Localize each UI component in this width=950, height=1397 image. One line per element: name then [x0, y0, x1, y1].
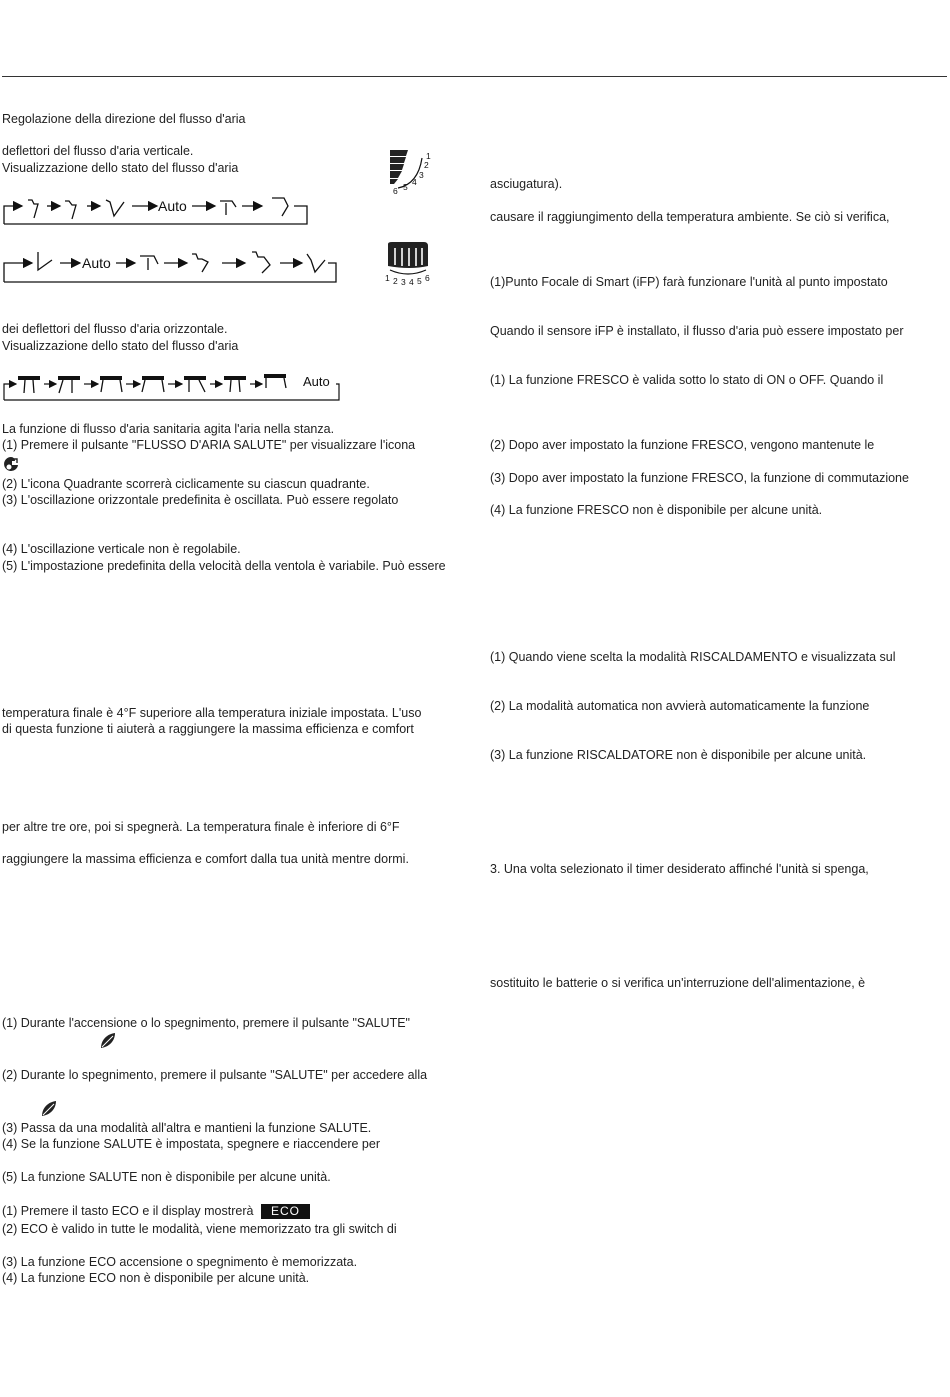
louver-pos-d	[252, 252, 270, 273]
dry-text-1: asciugatura).	[490, 177, 563, 191]
louver-pos-2	[65, 201, 76, 219]
sleep-text-b1: per altre tre ore, poi si spegnerà. La temperatura finale è inferiore di 6°F	[2, 820, 400, 834]
fan1-num-5: 5	[403, 182, 408, 192]
fan1-num-6: 6	[393, 186, 398, 196]
louver-pos-a	[38, 252, 52, 270]
health-flow-item-3: (3) L'oscillazione orizzontale predefinita è oscillata. Può essere regolato	[2, 493, 399, 507]
quadrant-icon	[3, 456, 19, 474]
eco-item-4: (4) La funzione ECO non è disponibile per alcune unità.	[2, 1271, 310, 1285]
louver-pos-1	[28, 200, 38, 218]
vertical-text-1: deflettori del flusso d'aria verticale.	[2, 144, 194, 158]
fan2-num-6: 6	[425, 273, 430, 283]
heat-item-1: (1) Quando viene scelta la modalità RISCALDAMENTO e visualizzata sul	[490, 650, 896, 664]
vertical-diagram-2-auto: Auto	[82, 255, 111, 271]
airflow-heading: Regolazione della direzione del flusso d'aria	[2, 112, 246, 126]
fresh-item-4: (4) La funzione FRESCO non è disponibile per alcune unità.	[490, 503, 823, 517]
fan1-num-4: 4	[412, 177, 417, 187]
fresh-item-1: (1) La funzione FRESCO è valida sotto lo stato di ON o OFF. Quando il	[490, 373, 884, 387]
health-flow-intro: La funzione di flusso d'aria sanitaria agita l'aria nella stanza.	[2, 422, 335, 436]
fan2-num-4: 4	[409, 277, 414, 287]
top-rule	[2, 76, 947, 77]
battery-text: sostituito le batterie o si verifica un'interruzione dell'alimentazione, è	[490, 976, 866, 990]
ifp-text-1: (1)Punto Focale di Smart (iFP) farà funzionare l'unità al punto impostato	[490, 275, 888, 289]
eco-badge: ECO	[261, 1204, 310, 1219]
louver-vertical-icon	[386, 148, 436, 198]
louver-pos-4	[220, 201, 236, 215]
louver-pos-e	[307, 254, 325, 272]
fan2-num-2: 2	[393, 276, 398, 286]
horizontal-louver-pos-4	[142, 376, 164, 392]
vertical-diagram-1-auto: Auto	[158, 198, 187, 214]
louver-pos-5	[272, 198, 288, 216]
eco-item-1-text: (1) Premere il tasto ECO e il display mostrerà	[2, 1204, 254, 1218]
sleep-text-a2: di questa funzione ti aiuterà a raggiungere la massima efficienza e comfort	[2, 722, 414, 736]
horizontal-louver-pos-7	[264, 374, 286, 388]
health-item-4: (4) Se la funzione SALUTE è impostata, spegnere e riaccendere per	[2, 1137, 380, 1151]
eco-item-1	[2, 1203, 310, 1220]
louver-pos-3	[106, 200, 124, 216]
health-flow-item-5: (5) L'impostazione predefinita della velocità della ventola è variabile. Può essere	[2, 559, 446, 573]
horizontal-louver-pos-5	[184, 376, 206, 392]
louver-pos-c	[192, 254, 208, 272]
horizontal-louver-pos-2	[58, 376, 80, 393]
fan2-num-1: 1	[385, 273, 390, 283]
horizontal-louver-pos-6	[224, 376, 246, 392]
eco-item-3: (3) La funzione ECO accensione o spegnimento è memorizzata.	[2, 1255, 358, 1269]
fresh-item-3: (3) Dopo aver impostato la funzione FRESCO, la funzione di commutazione	[490, 471, 909, 485]
heat-item-2: (2) La modalità automatica non avvierà automaticamente la funzione	[490, 699, 870, 713]
health-flow-item-4: (4) L'oscillazione verticale non è regolabile.	[2, 542, 241, 556]
health-item-1: (1) Durante l'accensione o lo spegnimento, premere il pulsante "SALUTE"	[2, 1016, 410, 1030]
leaf-icon	[99, 1032, 117, 1050]
horizontal-text-2: Visualizzazione dello stato del flusso d'aria	[2, 339, 239, 353]
fan1-num-3: 3	[419, 170, 424, 180]
vertical-text-2: Visualizzazione dello stato del flusso d'aria	[2, 161, 239, 175]
health-flow-item-1: (1) Premere il pulsante "FLUSSO D'ARIA SALUTE" per visualizzare l'icona	[2, 438, 416, 452]
fan1-num-1: 1	[426, 151, 431, 161]
horizontal-diagram-auto: Auto	[303, 374, 330, 389]
dry-text-2: causare il raggiungimento della temperatura ambiente. Se ciò si verifica,	[490, 210, 890, 224]
fan2-num-5: 5	[417, 276, 422, 286]
ifp-text-2: Quando il sensore iFP è installato, il flusso d'aria può essere impostato per	[490, 324, 904, 338]
vertical-swing-diagram-1	[2, 192, 312, 228]
health-item-2: (2) Durante lo spegnimento, premere il pulsante "SALUTE" per accedere alla	[2, 1068, 428, 1082]
fan1-num-2: 2	[424, 160, 429, 170]
horizontal-text-1: dei deflettori del flusso d'aria orizzontale.	[2, 322, 228, 336]
timer-item-3: 3. Una volta selezionato il timer desiderato affinché l'unità si spenga,	[490, 862, 869, 876]
heat-item-3: (3) La funzione RISCALDATORE non è disponibile per alcune unità.	[490, 748, 867, 762]
health-item-3: (3) Passa da una modalità all'altra e mantieni la funzione SALUTE.	[2, 1121, 372, 1135]
vertical-swing-diagram-2	[2, 246, 342, 286]
health-flow-item-2: (2) L'icona Quadrante scorrerà ciclicamente su ciascun quadrante.	[2, 477, 370, 491]
sleep-text-a1: temperatura finale è 4°F superiore alla temperatura iniziale impostata. L'uso	[2, 706, 422, 720]
louver-pos-b	[140, 256, 158, 270]
fresh-item-2: (2) Dopo aver impostato la funzione FRESCO, vengono mantenute le	[490, 438, 875, 452]
health-item-5: (5) La funzione SALUTE non è disponibile per alcune unità.	[2, 1170, 331, 1184]
eco-item-2: (2) ECO è valido in tutte le modalità, viene memorizzato tra gli switch di	[2, 1222, 397, 1236]
horizontal-louver-pos-3	[100, 376, 122, 392]
horizontal-louver-pos-1	[18, 376, 40, 393]
louver-horizontal-icon	[384, 240, 436, 288]
sleep-text-b2: raggiungere la massima efficienza e comfort dalla tua unità mentre dormi.	[2, 852, 409, 866]
fan2-num-3: 3	[401, 277, 406, 287]
leaf-icon	[40, 1100, 58, 1118]
horizontal-swing-diagram	[2, 370, 347, 406]
